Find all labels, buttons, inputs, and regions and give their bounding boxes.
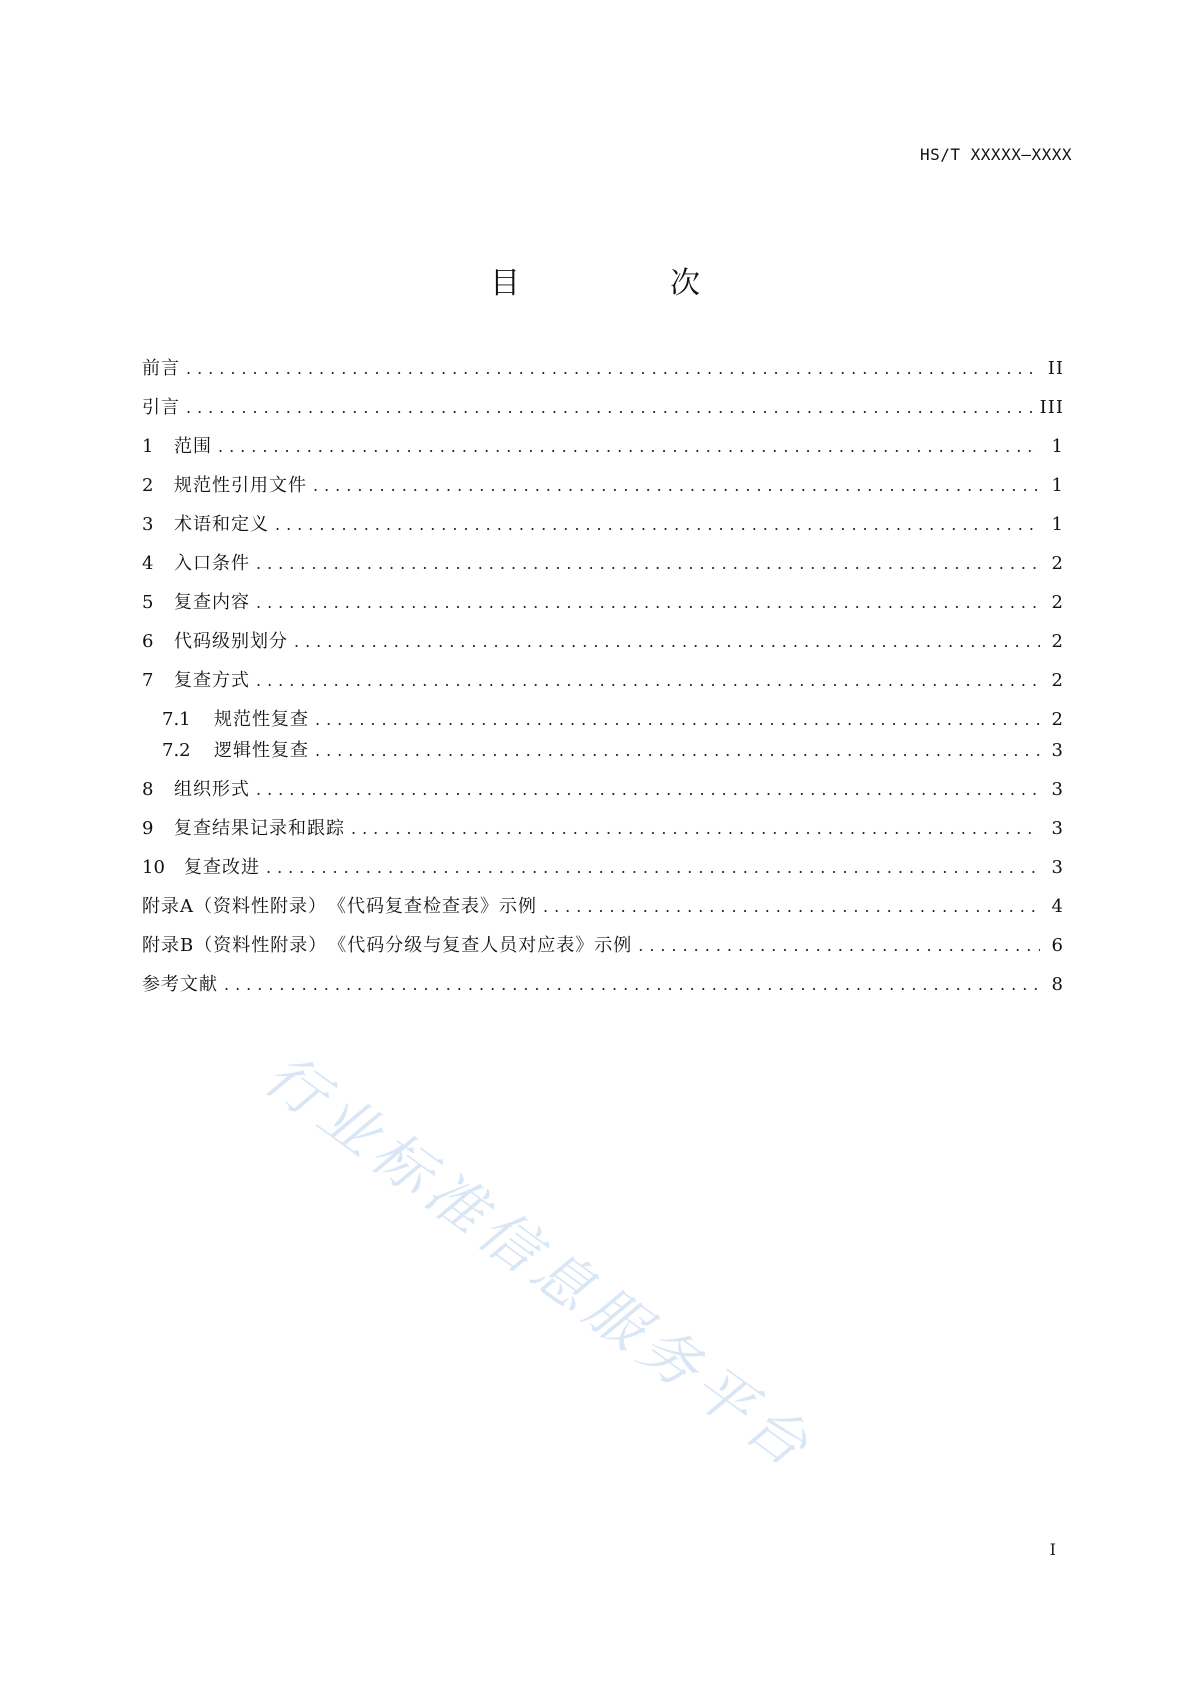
toc-entry-label: 引言 [142,397,180,418]
toc-entry-page: 6 [1051,935,1064,956]
toc-entry-page: 2 [1051,670,1064,691]
standard-code: HS/T XXXXX—XXXX [920,145,1072,164]
toc-entry-4[interactable] [142,552,1064,591]
toc-entry-label: 逻辑性复查 [214,740,309,761]
watermark: 行业标准信息服务平台 [252,1040,827,1484]
toc-entry-number: 3 [142,514,154,535]
toc-entry-label: 参考文献 [142,974,218,995]
toc-entry-page: III [1039,397,1064,418]
toc-entry-number: 4 [142,553,154,574]
toc-entry-page: 2 [1051,553,1064,574]
toc-entry-page: 8 [1051,974,1064,995]
toc-dot-leader [218,435,1040,459]
toc-entry-label: 规范性复查 [214,709,309,730]
toc-dot-leader [543,895,1040,919]
toc-entry-label: 代码级别划分 [174,631,288,652]
toc-entry-number: 7.1 [162,709,191,730]
toc-entry-introduction[interactable] [142,396,1064,435]
toc-dot-leader [186,396,1034,420]
toc-entry-label: 附录A（资料性附录） 《代码复查检查表》示例 [142,896,537,917]
toc-dot-leader [638,934,1040,958]
toc-entry-label: 组织形式 [174,779,250,800]
toc-entry-label: 规范性引用文件 [174,475,307,496]
toc-dot-leader [186,357,1040,381]
toc-entry-label: 前言 [142,358,180,379]
toc-dot-leader [266,856,1040,880]
toc-entry-3[interactable] [142,513,1064,552]
footer-page-number: I [1049,1540,1056,1559]
table-of-contents [142,357,1064,1012]
toc-entry-label: 范围 [174,436,212,457]
toc-entry-label: 入口条件 [174,553,250,574]
toc-entry-6[interactable] [142,630,1064,669]
toc-entry-page: 3 [1051,857,1064,878]
toc-entry-appendix-a[interactable] [142,895,1064,934]
toc-entry-page: 3 [1051,818,1064,839]
toc-entry-9[interactable] [142,817,1064,856]
toc-entry-references[interactable] [142,973,1064,1012]
toc-dot-leader [256,669,1040,693]
toc-dot-leader [315,739,1040,763]
toc-entry-10[interactable] [142,856,1064,895]
toc-entry-8[interactable] [142,778,1064,817]
toc-entry-1[interactable] [142,435,1064,474]
toc-dot-leader [294,630,1040,654]
toc-entry-7-2[interactable] [142,739,1064,770]
toc-entry-label: 复查方式 [174,670,250,691]
toc-entry-page: 1 [1051,436,1064,457]
toc-entry-label: 复查结果记录和跟踪 [174,818,345,839]
toc-dot-leader [256,778,1040,802]
toc-entry-page: 1 [1051,514,1064,535]
toc-dot-leader [256,552,1040,576]
toc-entry-page: 3 [1051,779,1064,800]
toc-entry-label: 复查改进 [184,857,260,878]
toc-entry-number: 8 [142,779,154,800]
toc-dot-leader [275,513,1040,537]
toc-entry-page: 1 [1051,475,1064,496]
toc-dot-leader [256,591,1040,615]
toc-entry-page: 2 [1051,709,1064,730]
toc-entry-label: 术语和定义 [174,514,269,535]
toc-entry-label: 复查内容 [174,592,250,613]
toc-entry-page: II [1047,358,1064,379]
page-title: 目 次 [490,266,760,301]
toc-entry-number: 7 [142,670,154,691]
toc-entry-page: 2 [1051,592,1064,613]
toc-entry-number: 2 [142,475,154,496]
toc-dot-leader [313,474,1040,498]
toc-entry-foreword[interactable] [142,357,1064,396]
toc-dot-leader [224,973,1040,997]
toc-dot-leader [351,817,1040,841]
toc-entry-number: 9 [142,818,154,839]
toc-entry-2[interactable] [142,474,1064,513]
toc-entry-number: 1 [142,436,154,457]
toc-entry-5[interactable] [142,591,1064,630]
toc-entry-number: 6 [142,631,154,652]
toc-entry-7[interactable] [142,669,1064,708]
toc-entry-page: 4 [1051,896,1064,917]
toc-entry-number: 7.2 [162,740,191,761]
toc-entry-appendix-b[interactable] [142,934,1064,973]
toc-entry-number: 5 [142,592,154,613]
toc-entry-label: 附录B（资料性附录） 《代码分级与复查人员对应表》示例 [142,935,633,956]
toc-entry-number: 10 [142,857,165,878]
toc-entry-7-1[interactable] [142,708,1064,739]
toc-entry-page: 3 [1051,740,1064,761]
toc-entry-page: 2 [1051,631,1064,652]
toc-dot-leader [315,708,1040,732]
